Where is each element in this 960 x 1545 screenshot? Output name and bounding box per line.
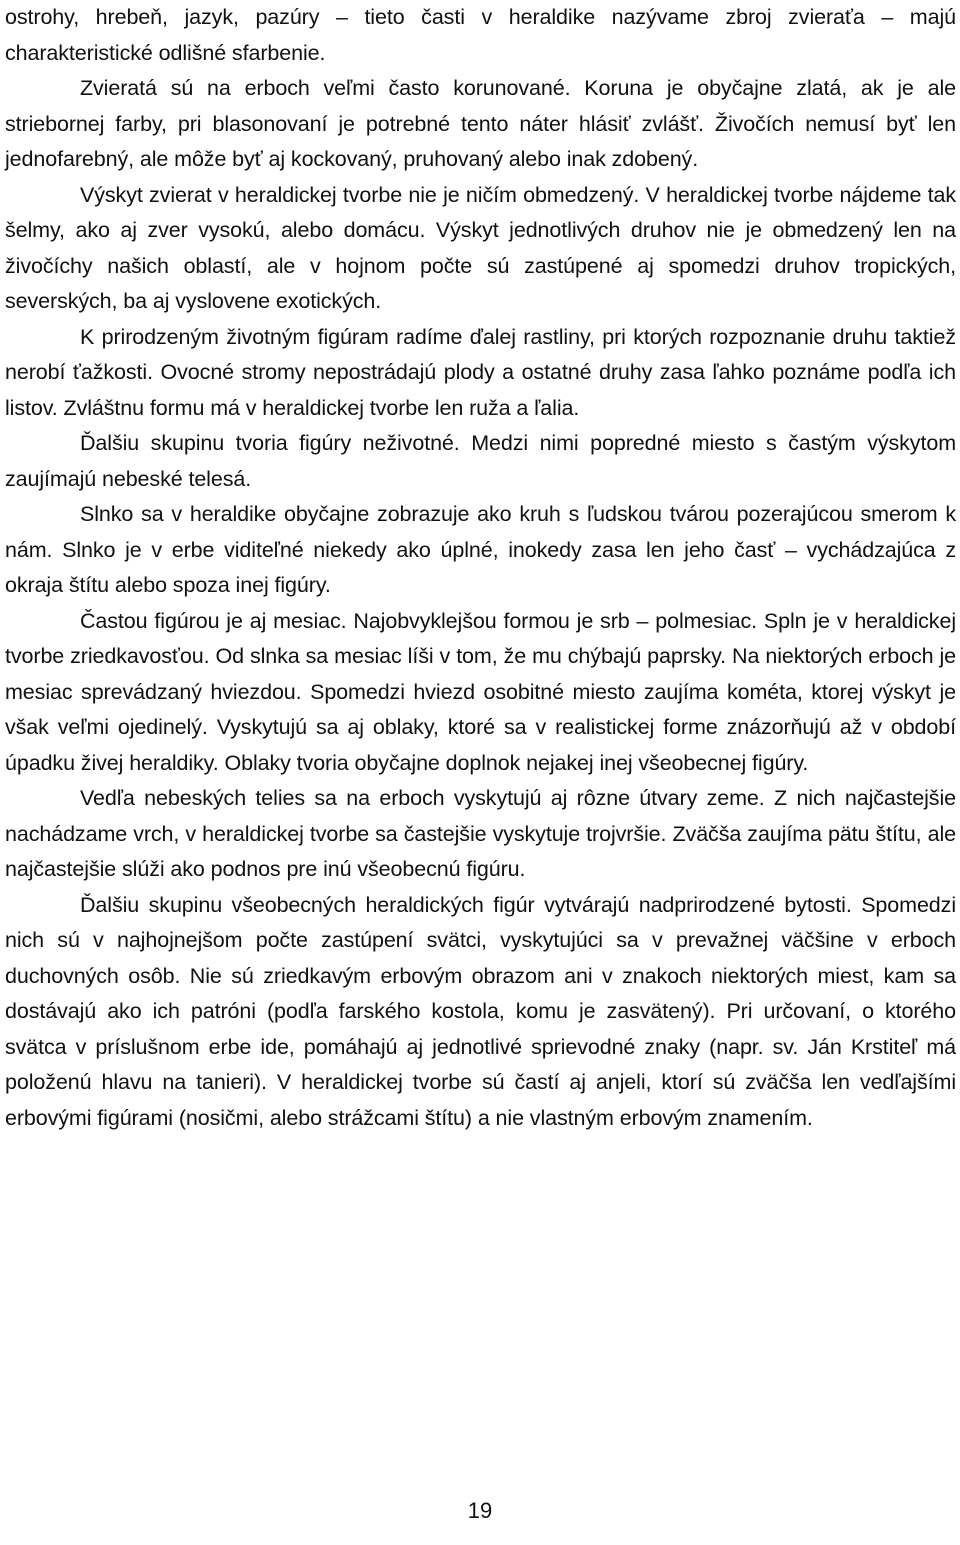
body-text	[5, 0, 956, 1136]
paragraph: Ďalšiu skupinu všeobecných heraldických figúr vytvárajú nadprirodzené bytosti. Spomedzi nich sú v najhojnejšom počte zastúpení svätci, vyskytujúci sa v prevažnej väčšine v erboch duchovných osôb. Nie sú zriedkavým erbovým obrazom ani v znakoch niektorých miest, kam sa dostávajú ako ich patróni (podľa farského kostola, komu je zasvätený). Pri určovaní, o ktorého svätca v príslušnom erbe ide, pomáhajú aj jednotlivé sprievodné znaky (napr. sv. Ján Krstiteľ má položenú hlavu na tanieri). V heraldickej tvorbe sú častí aj anjeli, ktorí sú zväčša len vedľajšími erbovými figúrami (nosičmi, alebo strážcami štítu) a nie vlastným erbovým znamením.	[5, 892, 956, 1130]
document-page	[5, 0, 956, 1136]
paragraph: Výskyt zvierat v heraldickej tvorbe nie je ničím obmedzený. V heraldickej tvorbe nájdeme tak šelmy, ako aj zver vysokú, alebo domácu. Výskyt jednotlivých druhov nie je obmedzený len na živočíchy našich oblastí, ale v hojnom počte sú zastúpené aj spomedzi druhov tropických, severských, ba aj vyslovene exotických.	[5, 182, 956, 313]
paragraph: Zvieratá sú na erboch veľmi často korunované. Koruna je obyčajne zlatá, ak je ale striebornej farby, pri blasonovaní je potrebné tento náter hlásiť zvlášť. Živočích nemusí byť len jednofarebný, ale môže byť aj kockovaný, pruhovaný alebo inak zdobený.	[5, 76, 956, 171]
paragraph: Slnko sa v heraldike obyčajne zobrazuje ako kruh s ľudskou tvárou pozerajúcou smerom k nám. Slnko je v erbe viditeľné niekedy ako úplné, inokedy zasa len jeho časť – vychádzajúca z okraja štítu alebo spoza inej figúry.	[5, 502, 956, 597]
paragraph: K prirodzeným životným figúram radíme ďalej rastliny, pri ktorých rozpoznanie druhu taktiež nerobí ťažkosti. Ovocné stromy nepostrádajú plody a ostatné druhy zasa ľahko poznáme podľa ich listov. Zvláštnu formu má v heraldickej tvorbe len ruža a ľalia.	[5, 324, 956, 420]
paragraph: ostrohy, hrebeň, jazyk, pazúry – tieto časti v heraldike nazývame zbroj zvieraťa – majú charakteristické odlišné sfarbenie.	[5, 5, 956, 65]
paragraph: Ďalšiu skupinu tvoria figúry neživotné. Medzi nimi popredné miesto s častým výskytom zaujímajú nebeské telesá.	[5, 431, 956, 491]
paragraph: Častou figúrou je aj mesiac. Najobvyklejšou formou je srb – polmesiac. Spln je v heraldickej tvorbe zriedkavosťou. Od slnka sa mesiac líši v tom, že mu chýbajú paprsky. Na niektorých erboch je mesiac sprevádzaný hviezdou. Spomedzi hviezd osobitné miesto zaujíma kométa, ktorej výskyt je však veľmi ojedinelý. Vyskytujú sa aj oblaky, ktoré sa v realistickej forme znázorňujú až v období úpadku živej heraldiky. Oblaky tvoria obyčajne doplnok nejakej inej všeobecnej figúry.	[5, 608, 956, 775]
page-number: 19	[467, 1498, 493, 1523]
paragraph: Vedľa nebeských telies sa na erboch vyskytujú aj rôzne útvary zeme. Z nich najčastejšie nachádzame vrch, v heraldickej tvorbe sa častejšie vyskytuje trojvršie. Zväčša zaujíma pätu štítu, ale najčastejšie slúži ako podnos pre inú všeobecnú figúru.	[5, 786, 956, 881]
